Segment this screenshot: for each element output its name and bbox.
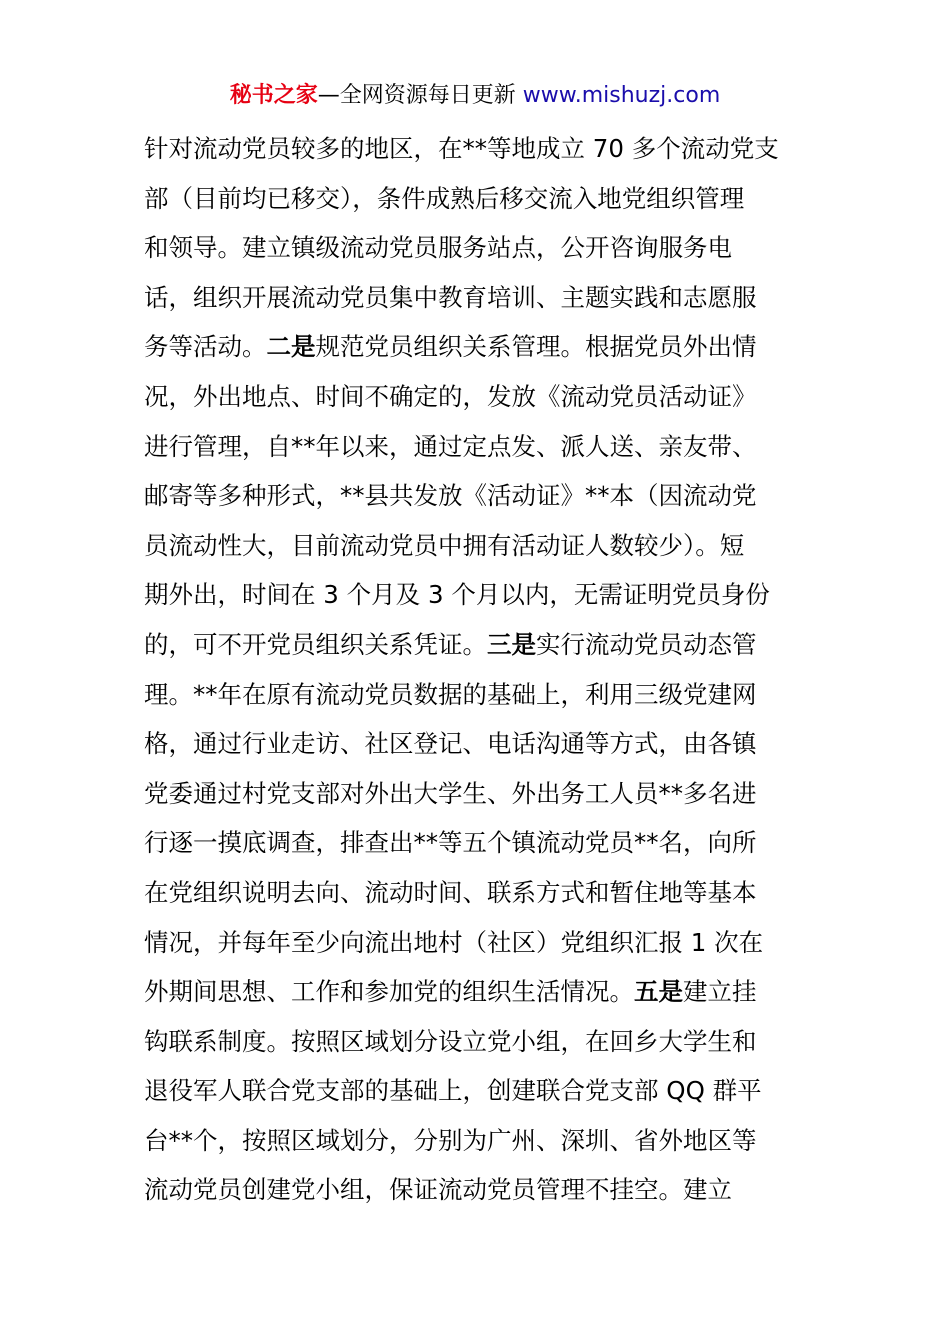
text-line [144, 620, 814, 670]
text-segment: 党委通过村党支部对外出大学生、外出务工人员**多名进 [144, 778, 757, 808]
text-segment: 规范党员组织关系管理。根据党员外出情 [315, 332, 757, 362]
bold-keyword: 三是 [487, 629, 536, 659]
text-segment: 针对流动党员较多的地区，在**等地成立 70 多个流动党支 [144, 134, 779, 163]
text-segment: 员流动性大，目前流动党员中拥有活动证人数较少）。短 [144, 530, 745, 560]
text-line [144, 1017, 814, 1067]
text-line [144, 322, 814, 372]
text-segment: 退役军人联合党支部的基础上，创建联合党支部 QQ 群平 [144, 1076, 762, 1106]
text-line [144, 818, 814, 868]
text-segment: 建立挂 [683, 977, 757, 1007]
text-line [144, 1066, 814, 1116]
text-segment: 邮寄等多种形式，**县共发放《活动证》**本（因流动党 [144, 481, 757, 511]
bold-keyword: 五是 [634, 977, 683, 1007]
text-line [144, 719, 814, 769]
text-segment: 理。**年在原有流动党员数据的基础上，利用三级党建网 [144, 679, 757, 709]
text-segment: 流动党员创建党小组，保证流动党员管理不挂空。建立 [144, 1175, 732, 1205]
site-tagline: —全网资源每日更新 [317, 83, 523, 108]
text-line [144, 1165, 814, 1215]
text-segment: 实行流动党员动态管 [536, 629, 757, 659]
text-segment: 和领导。建立镇级流动党员服务站点，公开咨询服务电 [144, 233, 732, 263]
text-line [144, 422, 814, 472]
bold-keyword: 二是 [266, 332, 316, 362]
site-header [0, 80, 950, 112]
text-line [144, 372, 814, 422]
text-segment: 在党组织说明去向、流动时间、联系方式和暂住地等基本 [144, 877, 757, 907]
text-line [144, 223, 814, 273]
text-line [144, 868, 814, 918]
text-line [144, 471, 814, 521]
text-segment: 况，外出地点、时间不确定的，发放《流动党员活动证》 [144, 381, 757, 411]
site-brand: 秘书之家 [229, 83, 318, 108]
document-body [144, 124, 814, 1215]
text-line [144, 174, 814, 224]
text-segment: 格，通过行业走访、社区登记、电话沟通等方式，由各镇 [144, 729, 757, 759]
text-line [144, 1116, 814, 1166]
text-line [144, 670, 814, 720]
text-segment: 话，组织开展流动党员集中教育培训、主题实践和志愿服 [144, 282, 757, 312]
text-segment: 期外出，时间在 3 个月及 3 个月以内，无需证明党员身份 [144, 580, 770, 610]
text-segment: 部（目前均已移交），条件成熟后移交流入地党组织管理 [144, 183, 745, 213]
text-line [144, 273, 814, 323]
text-line [144, 769, 814, 819]
text-line [144, 967, 814, 1017]
text-line [144, 918, 814, 968]
text-segment: 的，可不开党员组织关系凭证。 [144, 629, 487, 659]
text-segment: 外期间思想、工作和参加党的组织生活情况。 [144, 977, 634, 1007]
text-segment: 进行管理，自**年以来，通过定点发、派人送、亲友带、 [144, 431, 757, 461]
text-line [144, 124, 814, 174]
text-segment: 务等活动。 [144, 332, 267, 362]
text-segment: 行逐一摸底调查，排查出**等五个镇流动党员**名，向所 [144, 828, 757, 858]
site-url-link[interactable]: www.mishuzj.com [522, 83, 721, 108]
text-line [144, 570, 814, 620]
text-segment: 台**个，按照区域划分，分别为广州、深圳、省外地区等 [144, 1125, 757, 1155]
text-segment: 钩联系制度。按照区域划分设立党小组，在回乡大学生和 [144, 1026, 757, 1056]
text-segment: 情况，并每年至少向流出地村（社区）党组织汇报 1 次在 [144, 927, 764, 957]
text-line [144, 521, 814, 571]
